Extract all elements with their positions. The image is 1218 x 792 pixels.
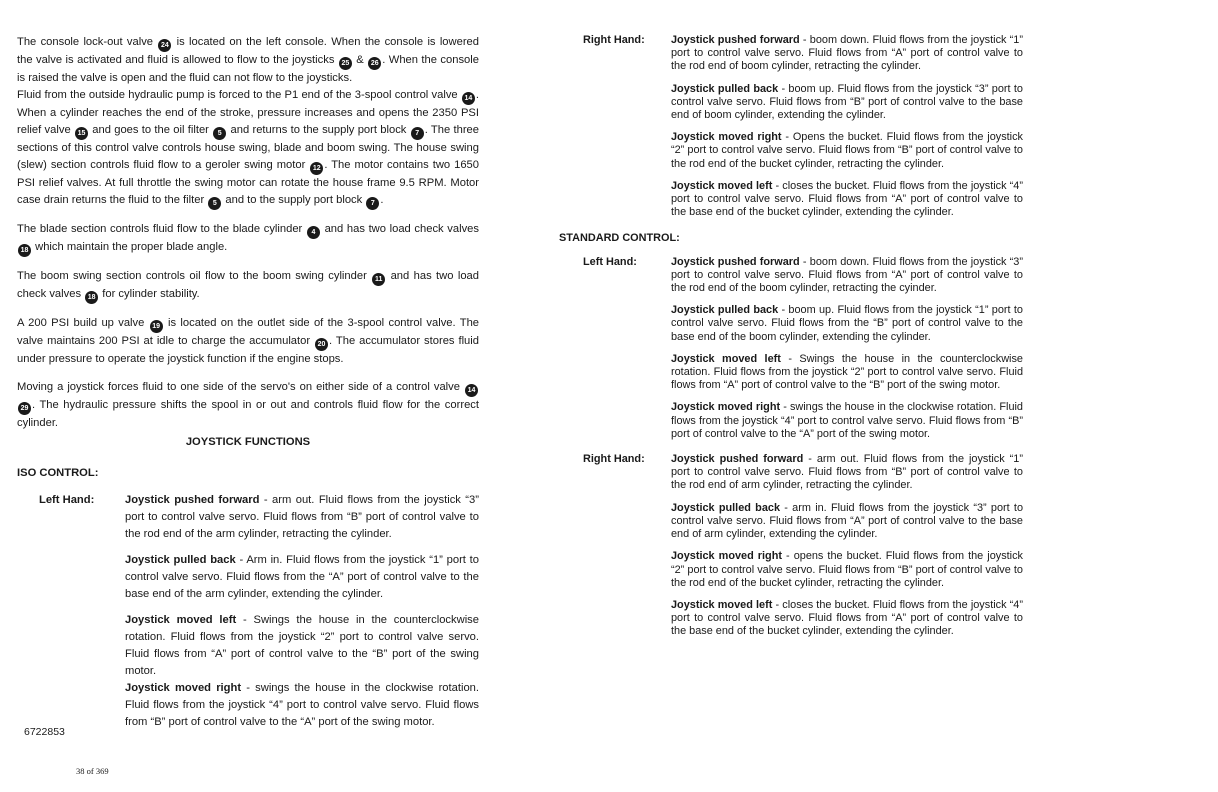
joystick-action-label: Joystick pulled back [671, 82, 779, 95]
callout-number-badge: 25 [339, 57, 352, 70]
callout-number-badge: 26 [368, 57, 381, 70]
joystick-function-item [671, 599, 1023, 639]
text-run: is located on the left console. When the console is lowered the valve is activated and fluid is allowed to flow to the joysticks [17, 36, 480, 66]
joystick-action-label: Joystick moved right [671, 550, 782, 563]
text-run: and has two load check valves [320, 223, 479, 235]
joystick-action-label: Joystick pulled back [671, 501, 781, 514]
joystick-action-label: Joystick pulled back [671, 304, 779, 317]
document-code: 6722853 [24, 726, 65, 738]
callout-number-badge: 20 [315, 338, 328, 351]
text-run: A 200 PSI build up valve [17, 317, 149, 329]
callout-number-badge: 4 [307, 226, 320, 239]
callout-number-badge: 14 [465, 384, 478, 397]
joystick-action-label: Joystick pulled back [125, 554, 236, 566]
iso-control-heading: ISO CONTROL: [17, 467, 99, 479]
text-run: and returns to the supply port block [227, 124, 410, 136]
joystick-action-label: Joystick pushed forward [671, 34, 800, 46]
joystick-functions-heading: JOYSTICK FUNCTIONS [185, 436, 311, 448]
joystick-action-label: Joystick moved left [671, 179, 773, 192]
text-run: . The hydraulic pressure shifts the spool in or out and controls fluid flow for the correct cylinder. [17, 399, 479, 429]
iso-left-hand-block [17, 492, 479, 731]
joystick-action-description: - opens the bucket. Fluid flows from the joystick “2” port to control valve servo. Fluid flows from “B” port of control valve to the rod end of the bucket cylinder, retracting the cylinder. [671, 550, 1023, 589]
joystick-action-description: - swings the house in the clockwise rotation. Fluid flows from the joystick “4” port to control valve servo. Fluid flows from “B” port of control valve to the “A” port of the swing motor. [671, 401, 1023, 440]
joystick-function-item [671, 550, 1023, 590]
joystick-action-label: Joystick pushed forward [671, 255, 800, 268]
text-run: and has two load check valves [17, 270, 479, 300]
text-run: . When the console is raised the valve is open and the fluid can not flow to the joysticks. [17, 54, 479, 84]
joystick-function-item [671, 131, 1023, 171]
joystick-function-item [671, 180, 1023, 220]
standard-left-hand-block [559, 256, 1023, 450]
text-run: and goes to the oil filter [88, 124, 213, 136]
joystick-function-item [125, 492, 479, 543]
paragraph-outside-pump [17, 87, 479, 210]
joystick-action-description: - arm out. Fluid flows from the joystick “1” port to control valve servo. Fluid flows from “B” port of control valve to the rod end of arm cylinder, retracting the cylinder. [671, 453, 1023, 492]
joystick-function-item [671, 453, 1023, 493]
text-run: Moving a joystick forces fluid to one side of the servo's on either side of a control valve [17, 381, 464, 393]
right-column [559, 34, 1023, 648]
text-run: Fluid from the outside hydraulic pump is forced to the P1 end of the 3-spool control valve [17, 89, 461, 101]
text-run: which maintain the proper blade angle. [32, 241, 228, 253]
text-run: and to the supply port block [222, 194, 366, 206]
joystick-action-label: Joystick moved right [671, 131, 782, 144]
joystick-action-description: - swings the house in the clockwise rotation. Fluid flows from the joystick “4” port to control valve servo. Fluid flows from “B” port of control valve to the “A” port of the swing motor. [125, 682, 479, 728]
joystick-action-description: - closes the bucket. Fluid flows from the joystick “4” port to control valve servo. Fluid flows from “A” port of control valve to the base end of the bucket cylinder, extending the cylinder. [671, 598, 1023, 638]
joystick-action-description: - boom up. Fluid flows from the joystick “1” port to control valve servo. Fluid flows from the “B” port of control valve to the base end of the boom cylinder, extending the cylinder. [671, 304, 1023, 343]
joystick-action-description: - Opens the bucket. Fluid flows from the joystick “2” port to control valve servo. Fluid flows from “B” port of control valve to the rod end of the bucket cylinder, retracting the cylinder. [671, 131, 1023, 170]
text-run: for cylinder stability. [99, 288, 200, 300]
joystick-function-item [671, 304, 1023, 344]
callout-number-badge: 7 [366, 197, 379, 210]
paragraph-buildup-valve [17, 315, 479, 368]
callout-number-badge: 15 [75, 127, 88, 140]
joystick-function-item [125, 680, 479, 731]
callout-number-badge: 11 [372, 273, 385, 286]
joystick-action-description: - boom down. Fluid flows from the joystick “3” port to control valve servo. Fluid flows from “A” port of control valve to the rod end of the boom cylinder, retracting the cyinder. [671, 255, 1023, 295]
left-hand-label: Left Hand: [39, 494, 95, 506]
callout-number-badge: 18 [85, 291, 98, 304]
joystick-action-description: - arm in. Fluid flows from the joystick “3” port to control valve servo. Fluid flows from “A” port of control valve to the base end of arm cylinder, extending the cylinder. [671, 501, 1024, 541]
standard-right-hand-block [559, 453, 1023, 647]
joystick-action-description: - arm out. Fluid flows from the joystick “3” port to control valve servo. Fluid flows from “B” port of control valve to the rod end of the arm cylinder, retracting the cylinder. [125, 494, 479, 540]
joystick-function-item [671, 256, 1023, 296]
joystick-function-item [125, 612, 479, 680]
page-number: 38 of 369 [76, 766, 109, 776]
joystick-action-description: - Swings the house in the counterclockwise rotation. Fluid flows from the joystick “2” port to control valve servo. Fluid flows from “A” port of control valve to the “B” port of the swing motor. [125, 614, 479, 677]
iso-right-hand-block [559, 34, 1023, 228]
iso-left-hand-items [125, 492, 479, 731]
text-run: . The three sections of this control valve controls house swing, blade and boom swing. The house swing (slew) section controls fluid flow to a geroler swing motor [17, 124, 479, 171]
joystick-action-description: - boom up. Fluid flows from the joystick “3” port to control valve servo. Fluid flows from “B” port of control valve to the base end of boom cylinder, extending the cylinder. [671, 82, 1023, 122]
text-run: & [352, 54, 368, 66]
callout-number-badge: 14 [462, 92, 475, 105]
text-run: . The motor contains two 1650 PSI relief valves. At full throttle the swing motor can rotate the house frame 9.5 RPM. Motor case drain returns the fluid to the filter [17, 159, 479, 206]
joystick-function-item [671, 401, 1023, 441]
paragraph-blade-section [17, 221, 479, 257]
left-hand-label: Left Hand: [583, 255, 637, 268]
joystick-action-description: - Swings the house in the counterclockwise rotation. Fluid flows from the joystick “2” port to control valve servo. Fluid flows from “A” port of control valve to the “B” port of the swing motor. [671, 352, 1023, 392]
callout-number-badge: 7 [411, 127, 424, 140]
joystick-action-label: Joystick moved left [671, 352, 781, 365]
callout-number-badge: 19 [150, 320, 163, 333]
joystick-action-description: - boom down. Fluid flows from the joystick “1” port to control valve servo. Fluid flows from “A” port of control valve to the rod end of boom cylinder, retracting the cylinder. [671, 34, 1023, 73]
joystick-action-label: Joystick moved right [671, 401, 781, 414]
standard-left-hand-items [671, 256, 1023, 450]
callout-number-badge: 5 [208, 197, 221, 210]
text-run: The console lock-out valve [17, 36, 158, 48]
callout-number-badge: 5 [213, 127, 226, 140]
joystick-action-description: - Arm in. Fluid flows from the joystick “1” port to control valve servo. Fluid flows from the “A” port of control valve to the base end of the arm cylinder, extending the cylinder. [125, 554, 479, 600]
paragraph-boom-swing-section [17, 268, 479, 304]
joystick-action-label: Joystick moved left [125, 614, 237, 626]
right-hand-label: Right Hand: [583, 34, 645, 46]
joystick-action-description: - closes the bucket. Fluid flows from the joystick “4” port to control valve servo. Fluid flows from “A” port of control valve to the base end of the bucket cylinder, extending the cylinder. [671, 179, 1023, 219]
text-run: The blade section controls fluid flow to the blade cylinder [17, 223, 306, 235]
joystick-function-item [671, 353, 1023, 393]
callout-number-badge: 29 [18, 402, 31, 415]
standard-control-heading: STANDARD CONTROL: [559, 232, 680, 245]
iso-right-hand-items [671, 34, 1023, 228]
callout-number-badge: 12 [310, 162, 323, 175]
joystick-action-label: Joystick moved left [671, 598, 773, 611]
joystick-function-item [671, 34, 1023, 74]
callout-number-badge: 24 [158, 39, 171, 52]
joystick-action-label: Joystick pushed forward [671, 453, 804, 466]
text-run: . [380, 194, 384, 206]
left-column [17, 34, 479, 731]
joystick-action-label: Joystick moved right [125, 682, 242, 694]
standard-right-hand-items [671, 453, 1023, 647]
joystick-function-item [671, 83, 1023, 123]
text-run: The boom swing section controls oil flow to the boom swing cylinder [17, 270, 372, 282]
joystick-function-item [671, 502, 1023, 542]
text-run: is located on the outlet side of the 3-spool control valve. The valve maintains 200 PSI at idle to charge the accumulator [17, 317, 480, 347]
callout-number-badge: 18 [18, 244, 31, 257]
joystick-function-item [125, 552, 479, 603]
right-hand-label: Right Hand: [583, 453, 645, 466]
text-run: . The accumulator stores fluid under pressure to operate the joystick function if the engine stops. [17, 335, 479, 365]
paragraph-joystick-servo [17, 379, 479, 432]
paragraph-lockout-valve [17, 34, 479, 87]
text-run: . When a cylinder reaches the end of the stroke, pressure increases and opens the 2350 PSI relief valve [17, 89, 479, 136]
joystick-action-label: Joystick pushed forward [125, 494, 260, 506]
